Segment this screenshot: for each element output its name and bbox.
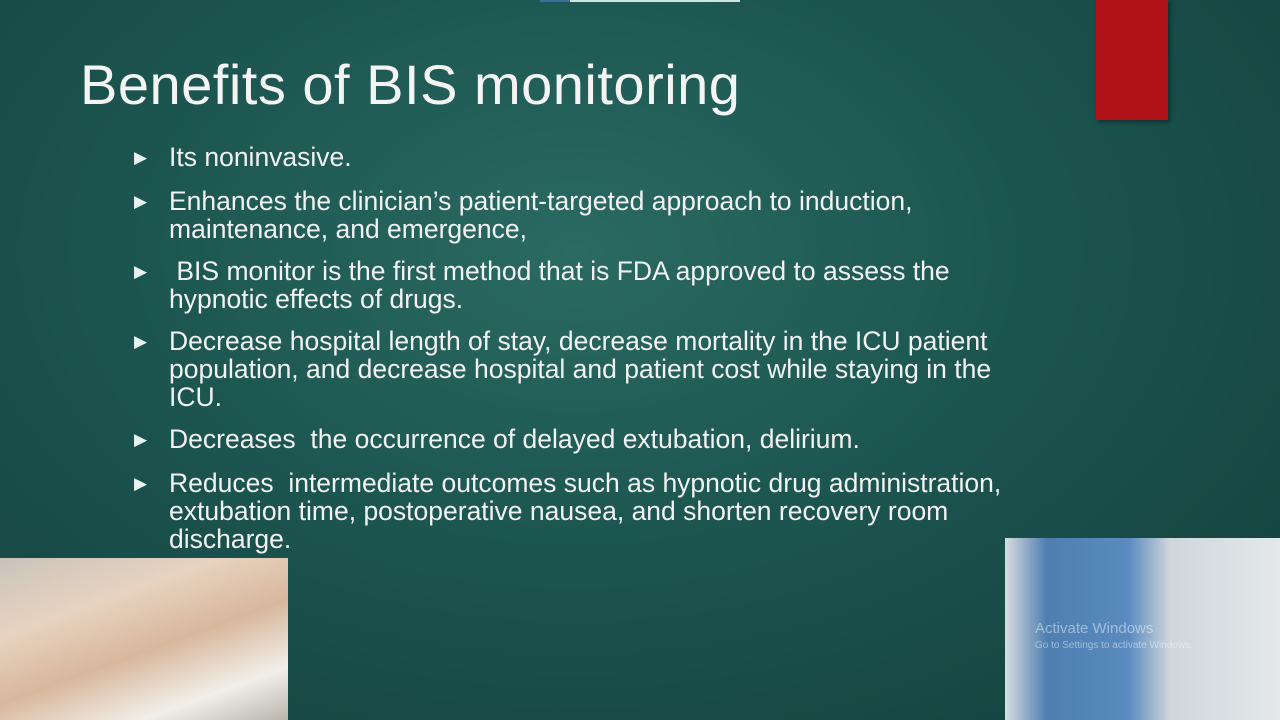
bullet-item [134, 327, 1034, 411]
bullet-text: Reduces intermediate outcomes such as hypnotic drug administration, extubation time, postoperative nausea, and shorten recovery room discharge. [169, 468, 1009, 554]
bullet-list [134, 143, 1034, 567]
bullet-text: Decreases the occurrence of delayed extubation, delirium. [169, 424, 860, 454]
bullet-item [134, 425, 1034, 455]
watermark-line1: Activate Windows [1035, 620, 1154, 637]
bullet-text: Its noninvasive. [169, 142, 352, 172]
top-accent-line [540, 0, 740, 2]
bullet-item [134, 187, 1034, 243]
activate-windows-watermark [1035, 620, 1193, 654]
triangle-bullet-icon: ▶ [134, 148, 148, 167]
triangle-bullet-icon: ▶ [134, 332, 148, 351]
bullet-text: BIS monitor is the first method that is FDA approved to assess the hypnotic effects of drugs. [169, 256, 958, 314]
triangle-bullet-icon: ▶ [134, 474, 148, 493]
bullet-text: Enhances the clinician’s patient-targeted approach to induction, maintenance, and emergence, [169, 186, 913, 244]
triangle-bullet-icon: ▶ [134, 262, 148, 281]
bullet-item [134, 143, 1034, 173]
watermark-line2: Go to Settings to activate Windows. [1035, 640, 1193, 651]
bullet-item [134, 257, 1034, 313]
bullet-item [134, 469, 1034, 553]
red-accent-bar [1096, 0, 1168, 120]
triangle-bullet-icon: ▶ [134, 430, 148, 449]
bullet-text: Decrease hospital length of stay, decrease mortality in the ICU patient population, and decrease hospital and patient cost while staying in the ICU. [169, 326, 992, 412]
patient-bis-sensor-photo [0, 558, 288, 720]
triangle-bullet-icon: ▶ [134, 192, 148, 211]
slide-title: Benefits of BIS monitoring [80, 53, 741, 116]
